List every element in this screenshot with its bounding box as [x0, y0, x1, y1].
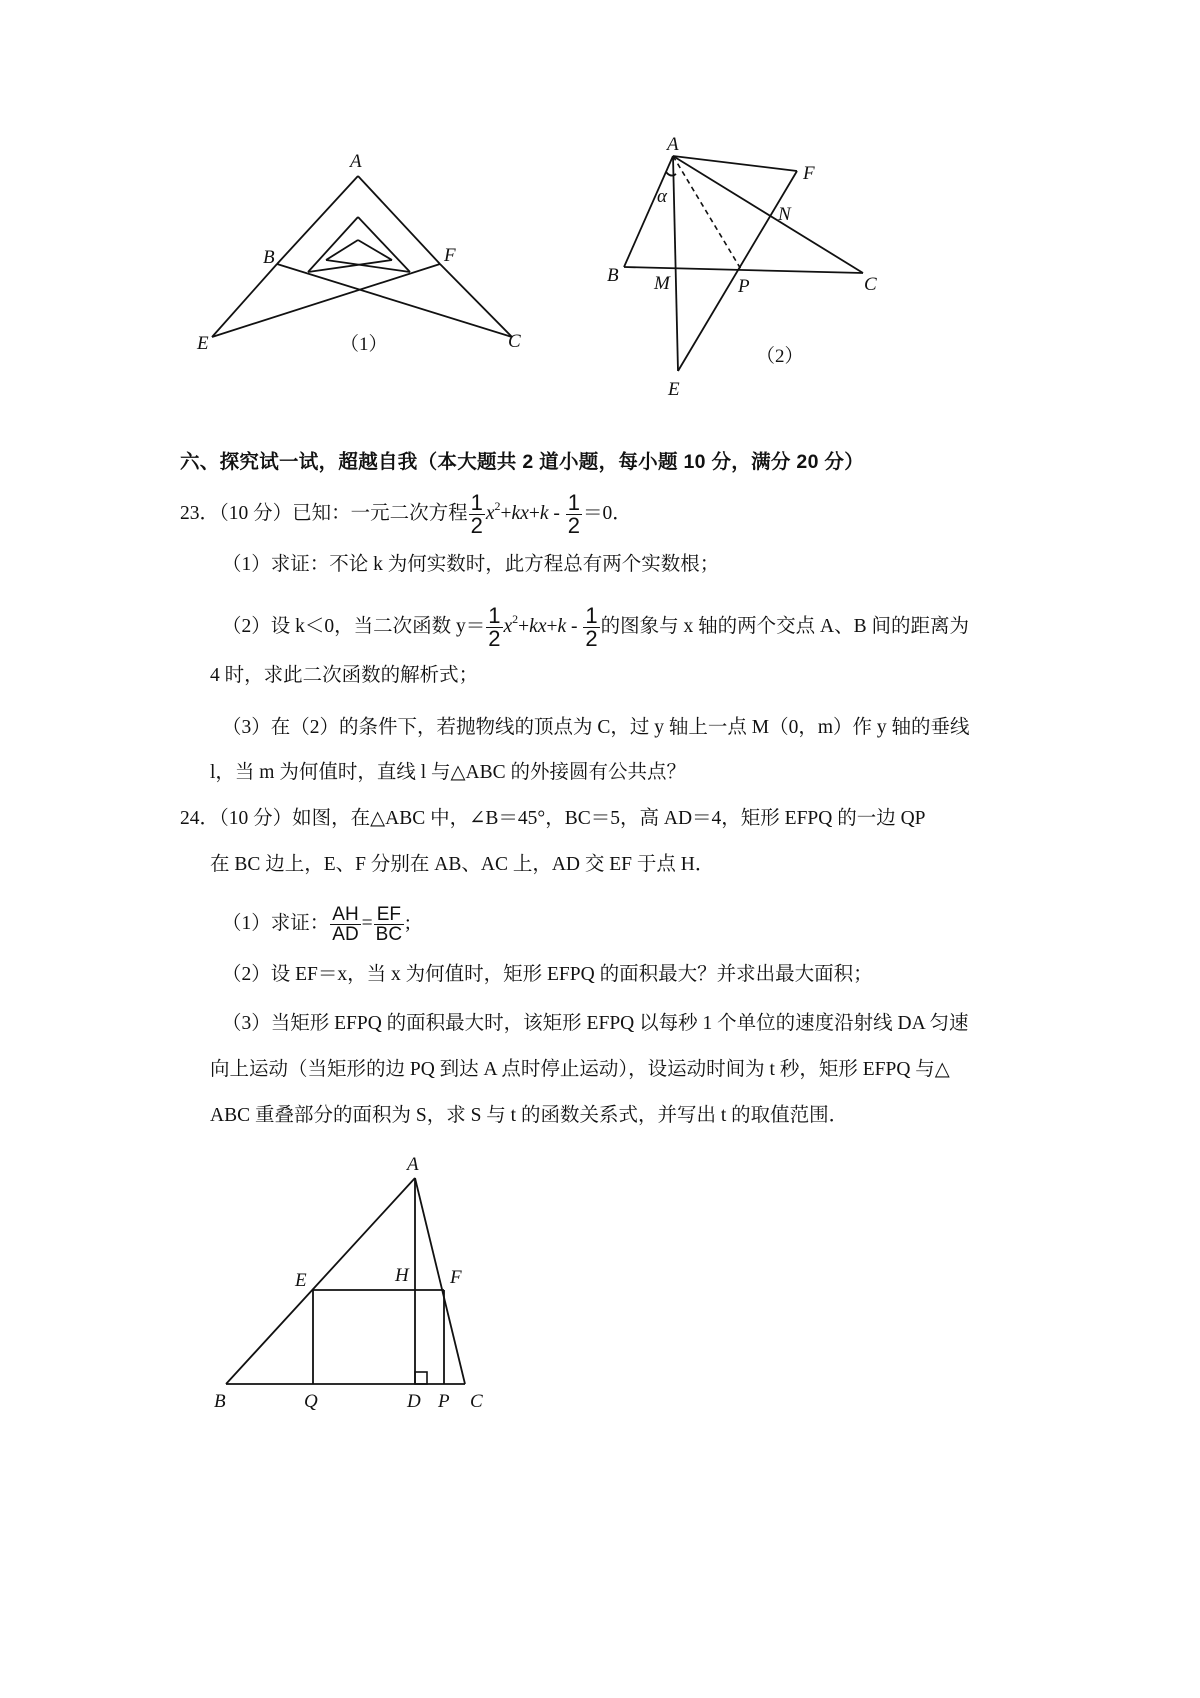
q23-part3-line2: l，当 m 为何值时，直线 l 与△ABC 的外接圆有公共点？	[210, 762, 686, 783]
q24-part3-line2: 向上运动（当矩形的边 PQ 到达 A 点时停止运动），设运动时间为 t 秒，矩形 EFPQ 与△	[210, 1059, 950, 1080]
q23-part2: （2）设 k＜0，当二次函数 y＝ $\frac{1}{2}$ $x^2+kx+k$ - $\frac{1}{2}$ 的图象与 x 轴的两个交点 A、B 间的距离为	[222, 603, 969, 651]
q24-part3-line3: ABC 重叠部分的面积为 S，求 S 与 t 的函数关系式，并写出 t 的取值范围．	[210, 1105, 849, 1126]
fig1-label-a: A	[350, 151, 362, 172]
frac-ad: AD	[332, 924, 359, 945]
fig2-label-n: N	[778, 204, 791, 225]
fig3-label-e: E	[295, 1270, 307, 1291]
frac-one-half: $\frac{1}{2}$	[585, 603, 598, 651]
figure-2	[605, 130, 905, 405]
q23-part2-prefix: （2）设 k＜0，当二次函数 y＝	[222, 615, 486, 637]
q24-part3-line1: （3）当矩形 EFPQ 的面积最大时，该矩形 EFPQ 以每秒 1 个单位的速度沿射线 DA 匀速	[222, 1013, 969, 1034]
fig3-label-f: F	[450, 1267, 462, 1288]
figure-3	[200, 1150, 520, 1420]
fig2-label-c: C	[864, 274, 877, 295]
frac-ah-ad	[330, 905, 360, 944]
fig2-label-f: F	[803, 163, 815, 184]
frac-ah: AH	[332, 904, 359, 925]
q24-stem-line1: 24．（10 分）如图，在△ABC 中，∠B＝45°，BC＝5，高 AD＝4，矩形 EFPQ 的一边 QP	[180, 808, 926, 829]
fig2-caption: （2）	[756, 346, 804, 367]
q24-part1-prefix: （1）求证：	[222, 912, 330, 934]
fig2-label-e: E	[668, 379, 680, 400]
frac-ef: EF	[374, 905, 404, 925]
figure-3-lines	[226, 1178, 465, 1384]
fig2-label-alpha: α	[657, 186, 667, 207]
frac-one-half: $\frac{1}{2}$	[567, 490, 581, 538]
q24-part2: （2）设 EF＝x，当 x 为何值时，矩形 EFPQ 的面积最大？并求出最大面积；	[222, 964, 873, 985]
fig2-label-b: B	[607, 265, 619, 286]
q23-part2-suffix: 的图象与 x 轴的两个交点 A、B 间的距离为	[600, 615, 969, 637]
q23-part3-line1: （3）在（2）的条件下，若抛物线的顶点为 C，过 y 轴上一点 M（0，m）作 y 轴的垂线	[222, 717, 970, 738]
fig3-label-p: P	[438, 1391, 450, 1412]
figure-1	[197, 150, 560, 390]
section-title: 六、探究试一试，超越自我（本大题共 2 道小题，每小题 10 分，满分 20 分）	[180, 451, 865, 473]
q23-part2-line2: 4 时，求此二次函数的解析式；	[210, 665, 479, 686]
frac-ef-bc	[374, 905, 404, 944]
q24-stem-line2: 在 BC 边上，E、F 分别在 AB、AC 上，AD 交 EF 于点 H．	[210, 854, 715, 875]
q24-part1: （1）求证： $\frac{AH}{AD}$ = $\frac{EF}{BC}$ ;	[222, 904, 411, 945]
figure-1-lines	[212, 176, 512, 337]
frac-one-half: $\frac{1}{2}$	[488, 603, 501, 651]
fig3-label-a: A	[407, 1154, 419, 1175]
q23-part1: （1）求证：不论 k 为何实数时，此方程总有两个实数根；	[222, 554, 720, 575]
fig2-label-a: A	[667, 134, 679, 155]
fig3-label-b: B	[214, 1391, 226, 1412]
fig1-label-c: C	[508, 331, 521, 352]
fig3-label-d: D	[407, 1391, 421, 1412]
q23-stem-prefix: 23．（10 分）已知：一元二次方程	[180, 502, 468, 524]
frac-bc: BC	[375, 924, 403, 945]
fig1-label-f: F	[444, 245, 456, 266]
fig1-label-b: B	[263, 247, 275, 268]
fig3-label-c: C	[470, 1391, 483, 1412]
fig2-label-m: M	[654, 273, 670, 294]
fig1-caption: （1）	[340, 334, 388, 355]
fig3-label-q: Q	[304, 1391, 318, 1412]
fig3-label-h: H	[395, 1265, 409, 1286]
frac-one-half: $\frac{1}{2}$	[470, 490, 483, 538]
q23-stem: 23．（10 分）已知：一元二次方程 $\frac{1}{2}$ $x^2+kx+k$ - $\frac{1}{2}$ ＝0．	[180, 490, 632, 538]
fig2-label-p: P	[738, 276, 750, 297]
fig1-label-e: E	[197, 333, 209, 354]
